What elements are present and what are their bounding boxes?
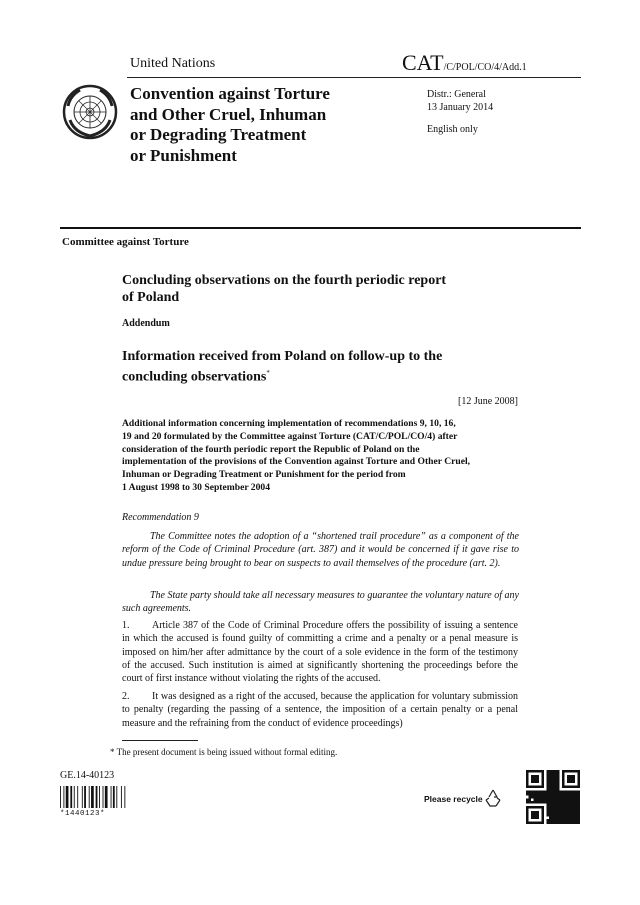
paragraph-number: 1. <box>122 620 130 631</box>
un-emblem-icon <box>62 84 118 140</box>
subtitle-line: concluding observations <box>122 369 267 385</box>
barcode-number: *1440123* <box>60 810 106 818</box>
recycle-icon <box>483 788 503 808</box>
info-line: implementation of the provisions of the Convention against Torture and Other Cruel, <box>122 456 471 468</box>
recommendation-text: The State party should take all necessary measures to guarantee the voluntary nature of any such agreements. <box>122 590 519 615</box>
addendum-label: Addendum <box>122 318 170 329</box>
document-symbol <box>402 50 527 76</box>
qr-code-icon <box>526 770 580 824</box>
subtitle <box>122 348 502 386</box>
paragraph <box>122 619 518 685</box>
paragraph <box>122 690 518 730</box>
info-line: Additional information concerning implementation of recommendations 9, 10, 16, <box>122 418 456 429</box>
info-line: 1 August 1998 to 30 September 2004 <box>122 481 270 493</box>
committee-name: Committee against Torture <box>62 236 189 248</box>
recommendation-heading: Recommendation 9 <box>122 512 199 523</box>
info-line: consideration of the fourth periodic report the Republic of Poland on the <box>122 443 420 455</box>
recommendation-text: The Committee notes the adoption of a “shortened trail procedure” as a component of the reform of the Code of Criminal Procedure (art. 387) and it would be concerned if it gave rise to undue pressure being brought to bear on suspects to avail themselves of the procedure (art. 2). <box>122 531 519 569</box>
distribution: Distr.: General <box>427 89 486 100</box>
footnote: * The present document is being issued without formal editing. <box>110 747 338 757</box>
recycle-text: Please recycle <box>424 794 483 804</box>
organization-name: United Nations <box>130 56 216 71</box>
distribution-block <box>427 88 493 136</box>
document-title <box>122 272 502 306</box>
convention-title-line: or Punishment <box>130 145 237 165</box>
footnote-rule <box>122 740 198 741</box>
barcode-icon <box>60 786 155 808</box>
info-line: Inhuman or Degrading Treatment or Punishment for the period from <box>122 469 406 481</box>
subtitle-line: Information received from Poland on follow-up to the <box>122 349 443 364</box>
paragraph-text: It was designed as a right of the accused, because the application for voluntary submission to penalty (regarding the passing of a sentence, the imposition of a certain penalty or a penal measure and the refraining from the conduct of evidence proceedings) <box>122 691 518 729</box>
issue-date: 13 January 2014 <box>427 102 494 113</box>
paragraph-text: Article 387 of the Code of Criminal Procedure offers the possibility of issuing a sentence in which the accused is found guilty of committing a crime and a penalty or a penal measure is imposed on him/her after admittance by the court of a sole evidence in the form of the testimony of the accused. Such institution is aimed at significantly shortening the proceedings before the court of first instance without violating the rights of the accused. <box>122 620 518 685</box>
title-line: Concluding observations on the fourth periodic report <box>122 273 447 288</box>
convention-title <box>130 84 370 166</box>
received-date: [12 June 2008] <box>458 396 518 407</box>
paragraph-number: 2. <box>122 691 130 702</box>
convention-title-line: or Degrading Treatment <box>130 125 307 144</box>
convention-title-line: and Other Cruel, Inhuman <box>130 104 327 124</box>
symbol-main: CAT <box>402 50 444 75</box>
language: English only <box>427 124 478 135</box>
title-line: of Poland <box>122 290 180 305</box>
footnote-mark: * <box>266 369 270 377</box>
info-line: 19 and 20 formulated by the Committee against Torture (CAT/C/POL/CO/4) after <box>122 430 458 442</box>
symbol-rest: /C/POL/CO/4/Add.1 <box>443 62 527 73</box>
ge-number: GE.14-40123 <box>60 770 115 781</box>
header-rule <box>127 77 581 78</box>
section-rule <box>60 227 581 229</box>
additional-info <box>122 418 520 495</box>
convention-title-line: Convention against Torture <box>130 84 330 103</box>
